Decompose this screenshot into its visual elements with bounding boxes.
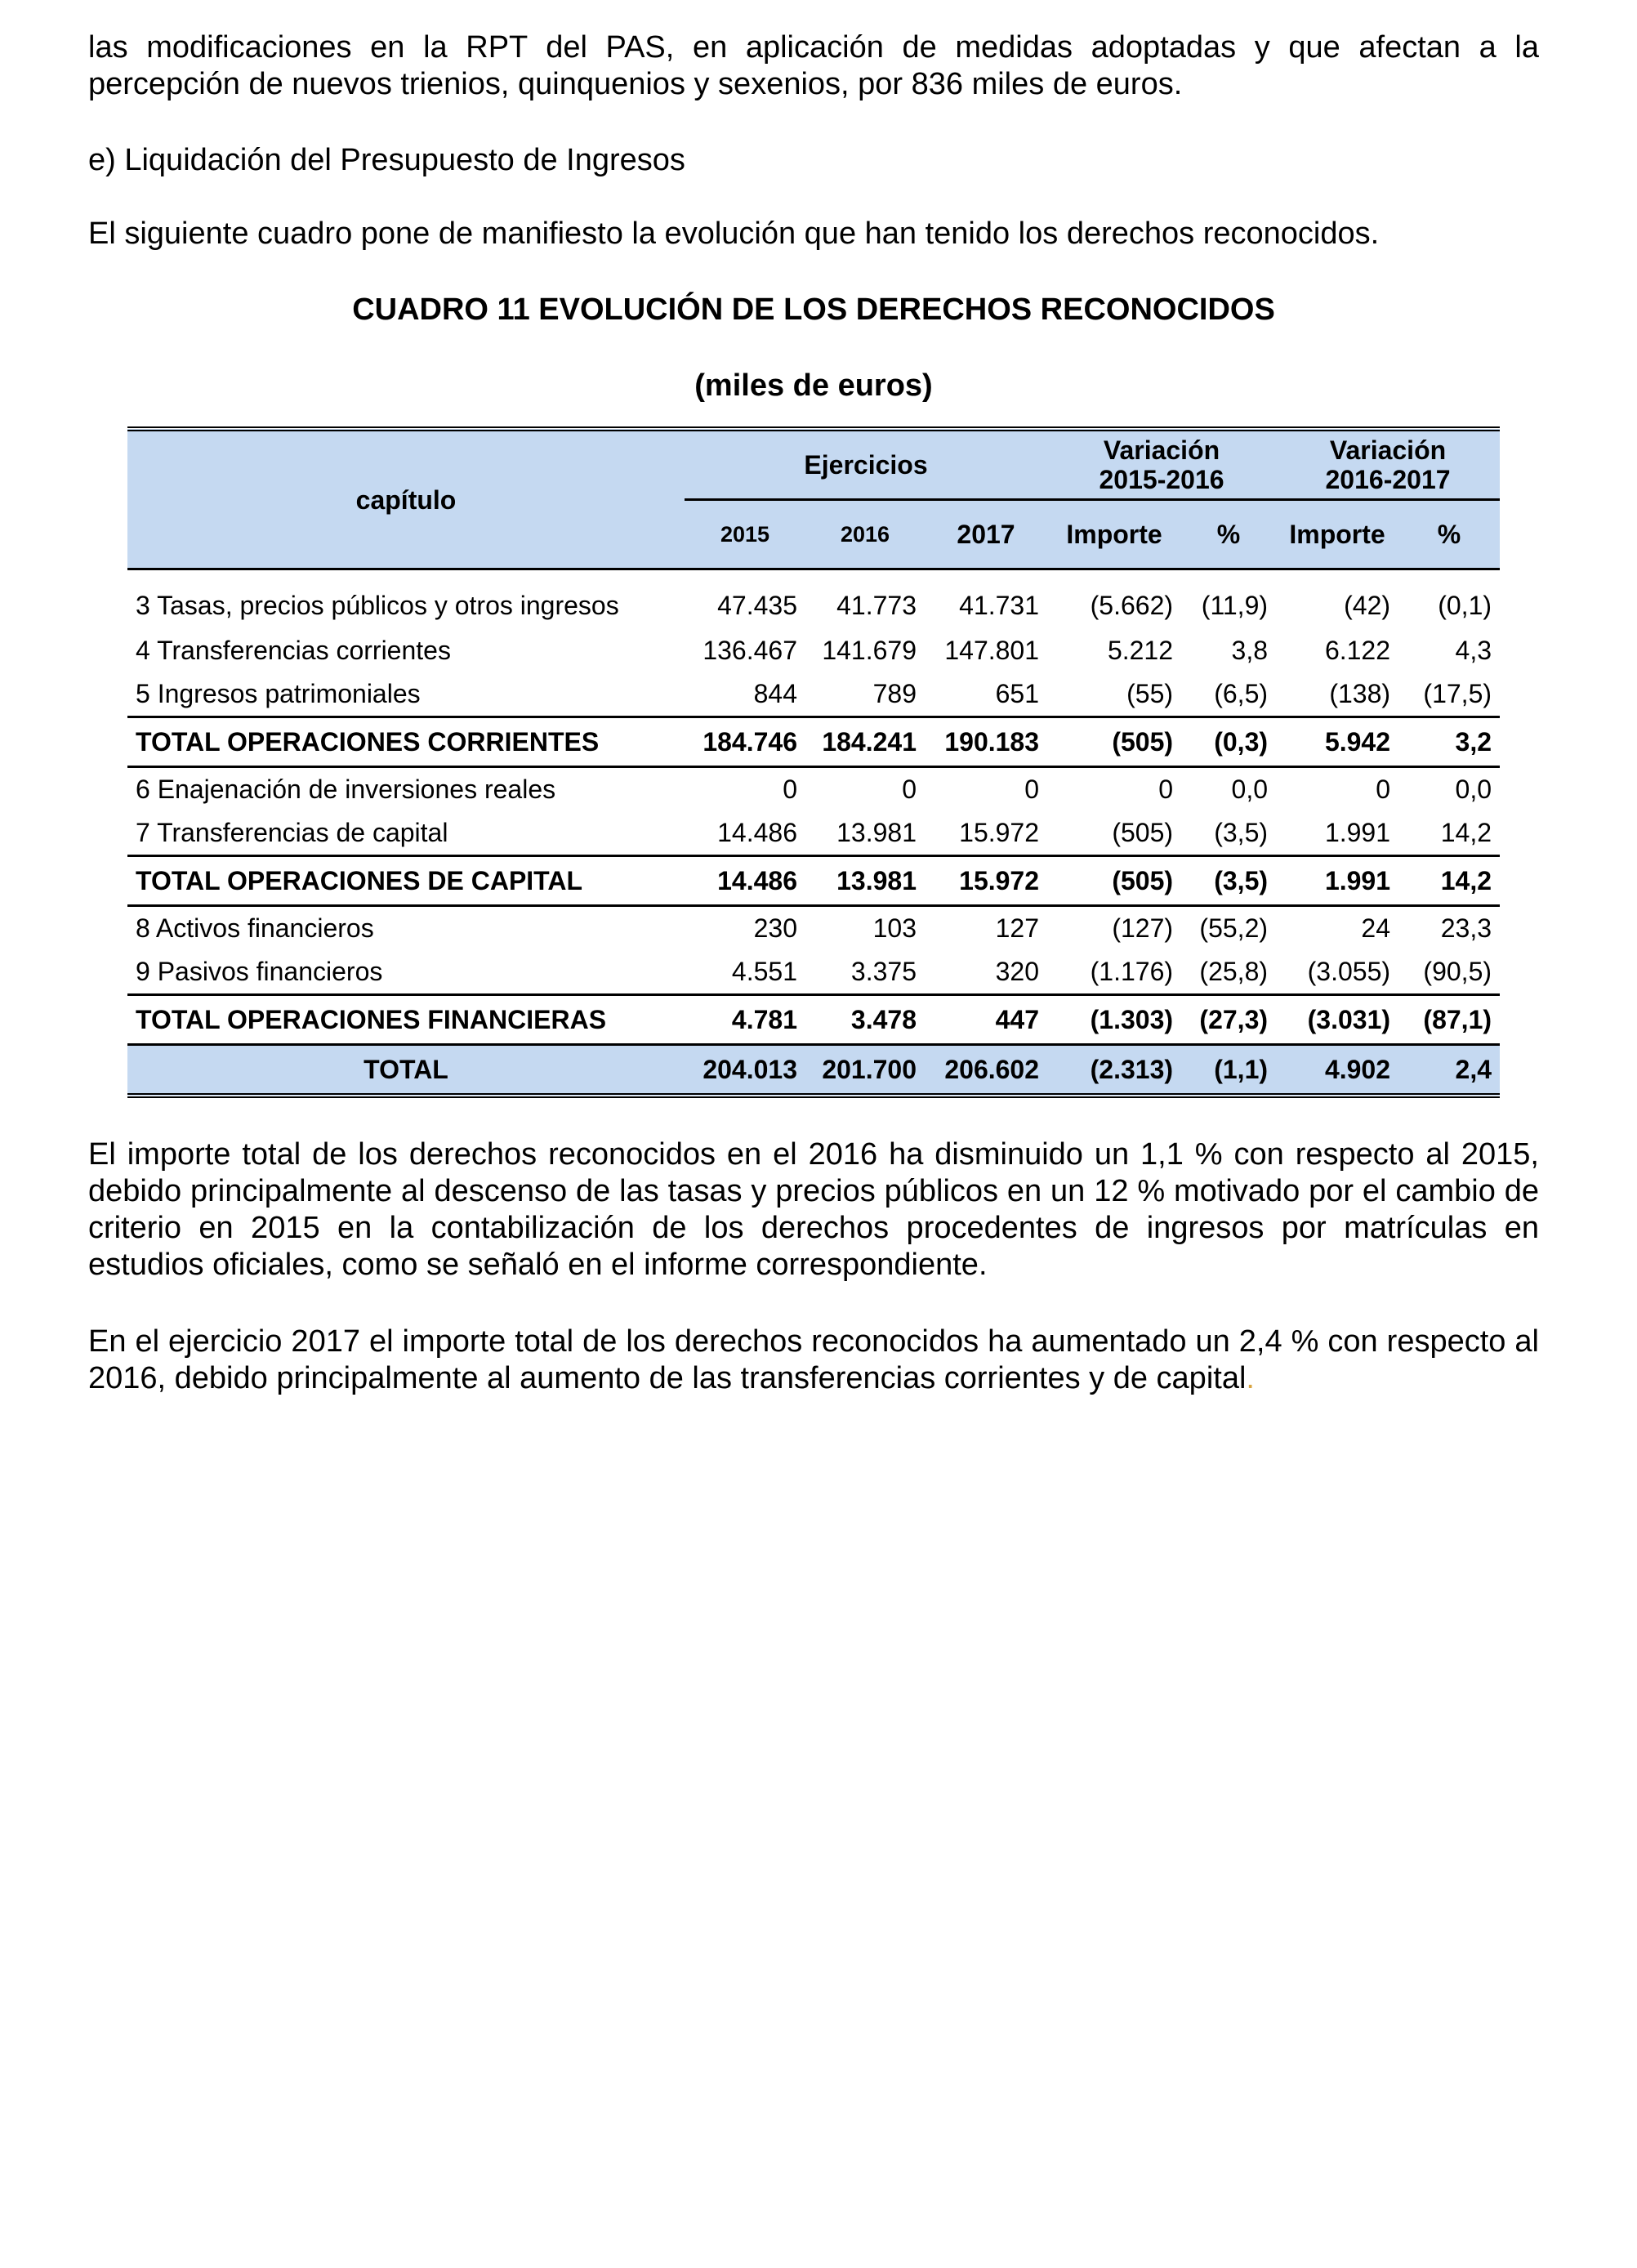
rights-evolution-table bbox=[127, 426, 1500, 1098]
cell-pct1: (3,5) bbox=[1181, 856, 1276, 906]
cell-y2016: 789 bbox=[872, 679, 917, 708]
cell-pct1: 0,0 bbox=[1231, 775, 1269, 804]
row-label: 5 Ingresos patrimoniales bbox=[136, 679, 421, 708]
cell-y2017: 127 bbox=[995, 913, 1040, 943]
cell-imp1: (5.662) bbox=[1090, 590, 1174, 620]
table-subtitle: (miles de euros) bbox=[694, 368, 933, 403]
cell-y2016: 0 bbox=[902, 775, 917, 804]
cell-y2015: 230 bbox=[753, 913, 797, 943]
cell-y2015: 14.486 bbox=[717, 818, 797, 847]
header-variacion-2015-2016 bbox=[1047, 429, 1276, 500]
header-year-2016: 2016 bbox=[805, 500, 925, 569]
cell-y2017: 15.972 bbox=[959, 818, 1040, 847]
table-row bbox=[127, 811, 1500, 856]
cell-y2015: 4.781 bbox=[685, 995, 805, 1045]
table-row bbox=[127, 995, 1500, 1045]
table-row bbox=[127, 950, 1500, 995]
header-percent: % bbox=[1398, 500, 1500, 569]
cell-imp1: (55) bbox=[1126, 679, 1174, 708]
cell-imp1: (1.303) bbox=[1047, 995, 1181, 1045]
cell-imp1: (505) bbox=[1047, 717, 1181, 767]
header-variacion-2016-2017 bbox=[1276, 429, 1500, 500]
table-intro-paragraph: El siguiente cuadro pone de manifiesto la evolución que han tenido los derechos reconocidos. bbox=[88, 217, 1380, 251]
cell-pct1: (55,2) bbox=[1199, 913, 1269, 943]
cell-y2017: 651 bbox=[995, 679, 1040, 708]
header-percent: % bbox=[1181, 500, 1276, 569]
cell-y2017: 41.731 bbox=[959, 590, 1040, 620]
header-year-2015: 2015 bbox=[685, 500, 805, 569]
cell-imp2: 1.991 bbox=[1324, 818, 1391, 847]
cell-y2017: 447 bbox=[925, 995, 1047, 1045]
cell-imp2: (42) bbox=[1344, 590, 1391, 620]
cell-pct2: 14,2 bbox=[1440, 818, 1492, 847]
cell-imp1: 0 bbox=[1158, 775, 1174, 804]
table-row bbox=[127, 629, 1500, 672]
cell-imp1: (127) bbox=[1112, 913, 1174, 943]
header-variacion-label: Variación bbox=[1103, 435, 1220, 465]
header-variacion-label: Variación bbox=[1329, 435, 1447, 465]
cell-imp2: 6.122 bbox=[1324, 636, 1391, 665]
header-variacion-period: 2015-2016 bbox=[1099, 465, 1224, 494]
header-variacion-period: 2016-2017 bbox=[1325, 465, 1451, 494]
cell-y2017: 320 bbox=[995, 957, 1040, 986]
cell-y2016: 13.981 bbox=[805, 856, 925, 906]
cell-pct1: (11,9) bbox=[1201, 590, 1269, 620]
cell-y2017: 15.972 bbox=[925, 856, 1047, 906]
table-row bbox=[127, 1045, 1500, 1096]
cell-imp1: 5.212 bbox=[1107, 636, 1174, 665]
cell-imp2: 5.942 bbox=[1276, 717, 1398, 767]
row-label: 6 Enajenación de inversiones reales bbox=[136, 775, 556, 804]
cell-y2016: 13.981 bbox=[836, 818, 917, 847]
row-label: TOTAL OPERACIONES CORRIENTES bbox=[127, 717, 685, 767]
table-row bbox=[127, 569, 1500, 630]
cell-imp2: 24 bbox=[1361, 913, 1391, 943]
row-label: TOTAL bbox=[127, 1045, 685, 1096]
analysis-paragraph-2017 bbox=[88, 1324, 1539, 1397]
cell-y2017: 147.801 bbox=[944, 636, 1040, 665]
cell-y2015: 0 bbox=[783, 775, 797, 804]
table-body bbox=[127, 569, 1500, 1096]
cell-pct1: (3,5) bbox=[1214, 818, 1269, 847]
row-label: 4 Transferencias corrientes bbox=[136, 636, 451, 665]
cell-y2016: 41.773 bbox=[836, 590, 917, 620]
cell-y2016: 3.375 bbox=[850, 957, 917, 986]
cell-pct2: (90,5) bbox=[1423, 957, 1492, 986]
header-capitulo: capítulo bbox=[127, 429, 685, 569]
header-ejercicios: Ejercicios bbox=[685, 429, 1047, 500]
cell-imp1: (505) bbox=[1112, 818, 1174, 847]
analysis-text: En el ejercicio 2017 el importe total de los derechos reconocidos ha aumentado un 2,4 % con respecto al 2016, debido principalmente al aumento de las transferencias corrientes y de capital bbox=[88, 1324, 1539, 1395]
cell-pct1: (0,3) bbox=[1181, 717, 1276, 767]
cell-y2015: 184.746 bbox=[685, 717, 805, 767]
cell-y2017: 190.183 bbox=[925, 717, 1047, 767]
cell-pct1: 3,8 bbox=[1231, 636, 1269, 665]
cell-y2015: 14.486 bbox=[685, 856, 805, 906]
row-label: TOTAL OPERACIONES FINANCIERAS bbox=[127, 995, 685, 1045]
cell-imp1: (1.176) bbox=[1090, 957, 1174, 986]
cell-imp2: 1.991 bbox=[1276, 856, 1398, 906]
table-row bbox=[127, 906, 1500, 951]
cell-y2016: 201.700 bbox=[805, 1045, 925, 1096]
cell-pct2: 14,2 bbox=[1398, 856, 1500, 906]
cell-y2015: 844 bbox=[753, 679, 797, 708]
cell-y2015: 47.435 bbox=[717, 590, 797, 620]
cell-imp2: (3.055) bbox=[1307, 957, 1391, 986]
table-row bbox=[127, 856, 1500, 906]
cell-y2015: 136.467 bbox=[703, 636, 797, 665]
section-heading: e) Liquidación del Presupuesto de Ingresos bbox=[88, 143, 685, 177]
cell-pct2: 3,2 bbox=[1398, 717, 1500, 767]
cell-y2017: 206.602 bbox=[925, 1045, 1047, 1096]
cell-pct1: (25,8) bbox=[1199, 957, 1269, 986]
header-importe: Importe bbox=[1276, 500, 1398, 569]
row-label: 8 Activos financieros bbox=[136, 913, 374, 943]
row-label: 7 Transferencias de capital bbox=[136, 818, 448, 847]
table-row bbox=[127, 717, 1500, 767]
analysis-paragraph-2016: El importe total de los derechos reconocidos en el 2016 ha disminuido un 1,1 % con respecto al 2015, debido principalmente al descenso de las tasas y precios públicos en un 12 % motivado por el cambio de criterio en 2015 en la contabilización de los derechos procedentes de ingresos por matrículas en estudios oficiales, como se señaló en el informe correspondiente. bbox=[88, 1137, 1539, 1282]
cell-imp2: (3.031) bbox=[1276, 995, 1398, 1045]
cell-pct1: (6,5) bbox=[1214, 679, 1269, 708]
cell-y2016: 141.679 bbox=[822, 636, 917, 665]
cell-y2017: 0 bbox=[1024, 775, 1040, 804]
cell-y2016: 184.241 bbox=[805, 717, 925, 767]
header-year-2017: 2017 bbox=[925, 500, 1047, 569]
table-title: CUADRO 11 EVOLUCIÓN DE LOS DERECHOS RECONOCIDOS bbox=[352, 292, 1275, 327]
cell-y2015: 204.013 bbox=[685, 1045, 805, 1096]
intro-paragraph: las modificaciones en la RPT del PAS, en aplicación de medidas adoptadas y que afectan a la percepción de nuevos trienios, quinquenios y sexenios, por 836 miles de euros. bbox=[88, 30, 1539, 101]
cell-y2016: 3.478 bbox=[805, 995, 925, 1045]
cell-pct1: (1,1) bbox=[1181, 1045, 1276, 1096]
cell-pct2: (17,5) bbox=[1423, 679, 1492, 708]
row-label: TOTAL OPERACIONES DE CAPITAL bbox=[127, 856, 685, 906]
cell-imp1: (2.313) bbox=[1047, 1045, 1181, 1096]
cell-pct2: 23,3 bbox=[1440, 913, 1492, 943]
cell-pct2: (0,1) bbox=[1438, 590, 1492, 620]
cell-pct2: (87,1) bbox=[1398, 995, 1500, 1045]
trailing-period: . bbox=[1246, 1361, 1255, 1395]
header-importe: Importe bbox=[1047, 500, 1181, 569]
cell-pct2: 4,3 bbox=[1455, 636, 1492, 665]
cell-pct2: 2,4 bbox=[1398, 1045, 1500, 1096]
row-label: 3 Tasas, precios públicos y otros ingresos bbox=[136, 590, 619, 620]
cell-pct1: (27,3) bbox=[1181, 995, 1276, 1045]
cell-imp2: (138) bbox=[1329, 679, 1391, 708]
table-row bbox=[127, 767, 1500, 812]
cell-imp2: 4.902 bbox=[1276, 1045, 1398, 1096]
row-label: 9 Pasivos financieros bbox=[136, 957, 383, 986]
cell-imp1: (505) bbox=[1047, 856, 1181, 906]
cell-imp2: 0 bbox=[1376, 775, 1391, 804]
cell-y2015: 4.551 bbox=[731, 957, 797, 986]
cell-y2016: 103 bbox=[872, 913, 917, 943]
table-row bbox=[127, 672, 1500, 717]
cell-pct2: 0,0 bbox=[1455, 775, 1492, 804]
